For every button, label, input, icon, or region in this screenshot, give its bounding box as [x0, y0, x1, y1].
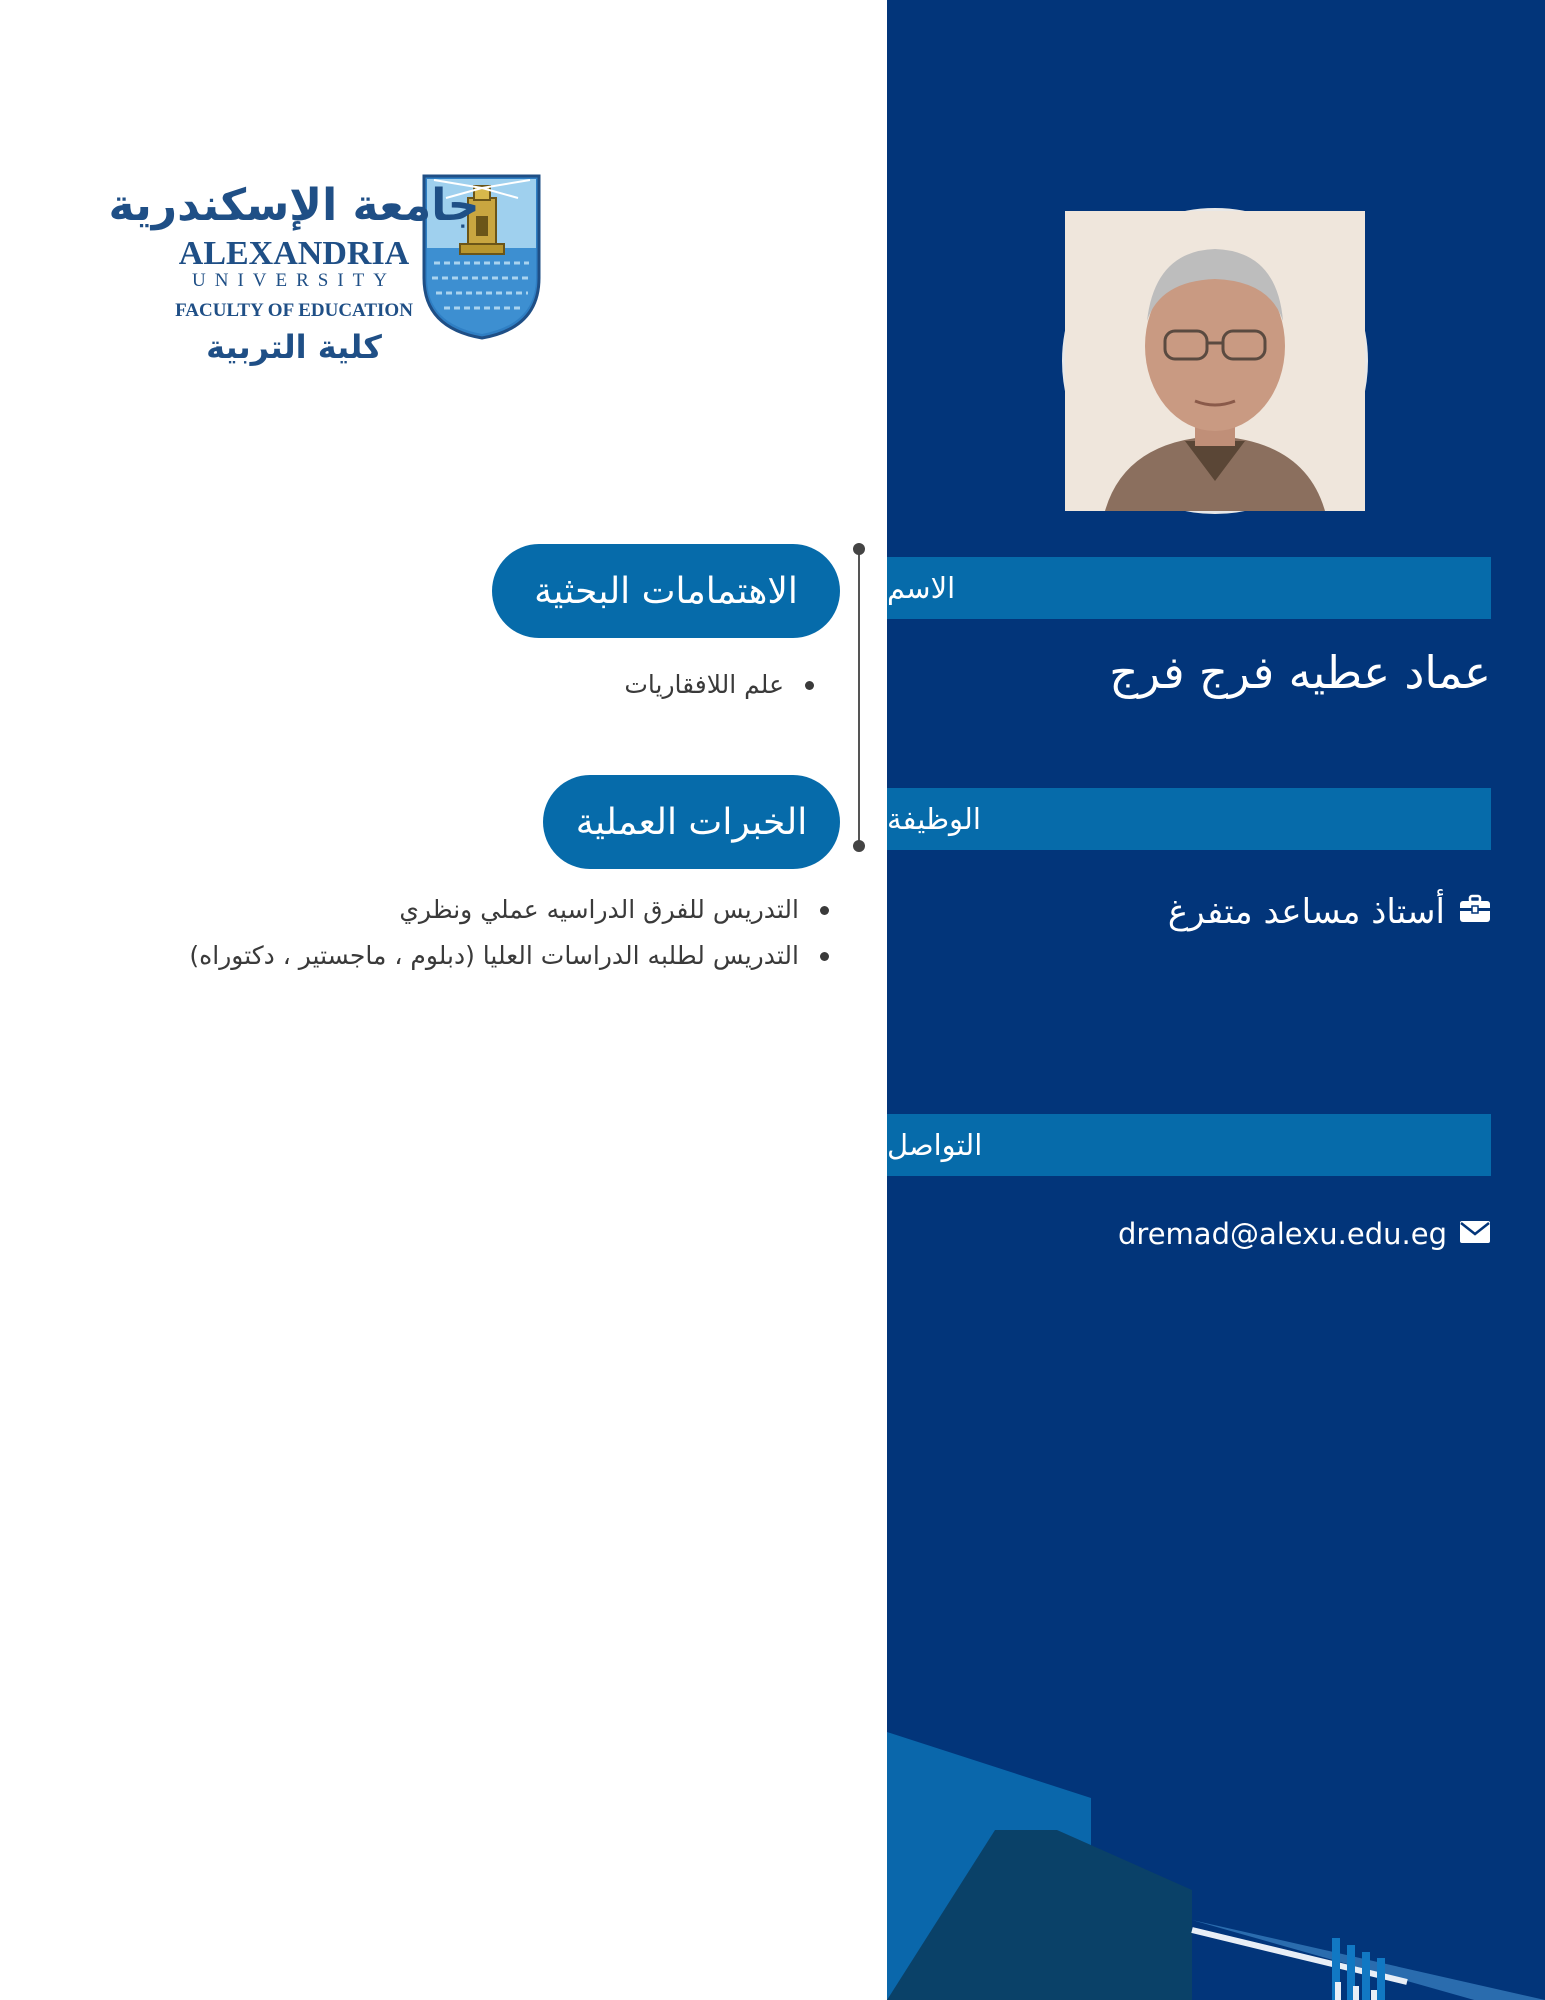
research-interests-heading [492, 544, 840, 638]
logo-arabic-university: جامعة الإسكندرية [108, 180, 480, 231]
contact-label: التواصل [887, 1128, 983, 1162]
email-row [1118, 1214, 1491, 1254]
logo-english-faculty: FACULTY OF EDUCATION [175, 300, 413, 321]
job-label-bar [887, 788, 1491, 850]
envelope-icon [1459, 1217, 1491, 1251]
job-title: أستاذ مساعد متفرغ [1167, 892, 1445, 932]
experience-title: الخبرات العملية [575, 801, 808, 843]
name-label: الاسم [887, 571, 956, 605]
list-item: علم اللافقاريات [624, 662, 818, 708]
logo-english-university: ALEXANDRIA [178, 235, 410, 272]
list-item: التدريس لطلبه الدراسات العليا (دبلوم ، ماجستير ، دكتوراه) [189, 933, 833, 979]
job-title-row [1168, 888, 1491, 936]
research-interests-list [624, 662, 818, 708]
timeline-dot-bottom [853, 840, 865, 852]
briefcase-icon [1459, 892, 1491, 932]
job-label: الوظيفة [887, 802, 981, 836]
timeline-line [858, 548, 860, 846]
decorative-shapes [887, 1720, 1545, 2000]
logo-arabic-faculty: كلية التربية [206, 328, 382, 366]
experience-heading [543, 775, 840, 869]
timeline-dot-top [853, 543, 865, 555]
university-logo [108, 168, 544, 376]
experience-list [189, 887, 833, 979]
full-name: عماد عطيه فرج فرج [1109, 646, 1491, 699]
contact-label-bar [887, 1114, 1491, 1176]
email-address[interactable]: dremad@alexu.edu.eg [1118, 1217, 1447, 1251]
profile-sidebar [887, 0, 1545, 2000]
research-interests-title: الاهتمامات البحثية [534, 570, 798, 612]
logo-english-university-sub: UNIVERSITY [192, 270, 396, 291]
name-label-bar [887, 557, 1491, 619]
list-item: التدريس للفرق الدراسيه عملي ونظري [189, 887, 833, 933]
profile-photo [1062, 208, 1368, 514]
